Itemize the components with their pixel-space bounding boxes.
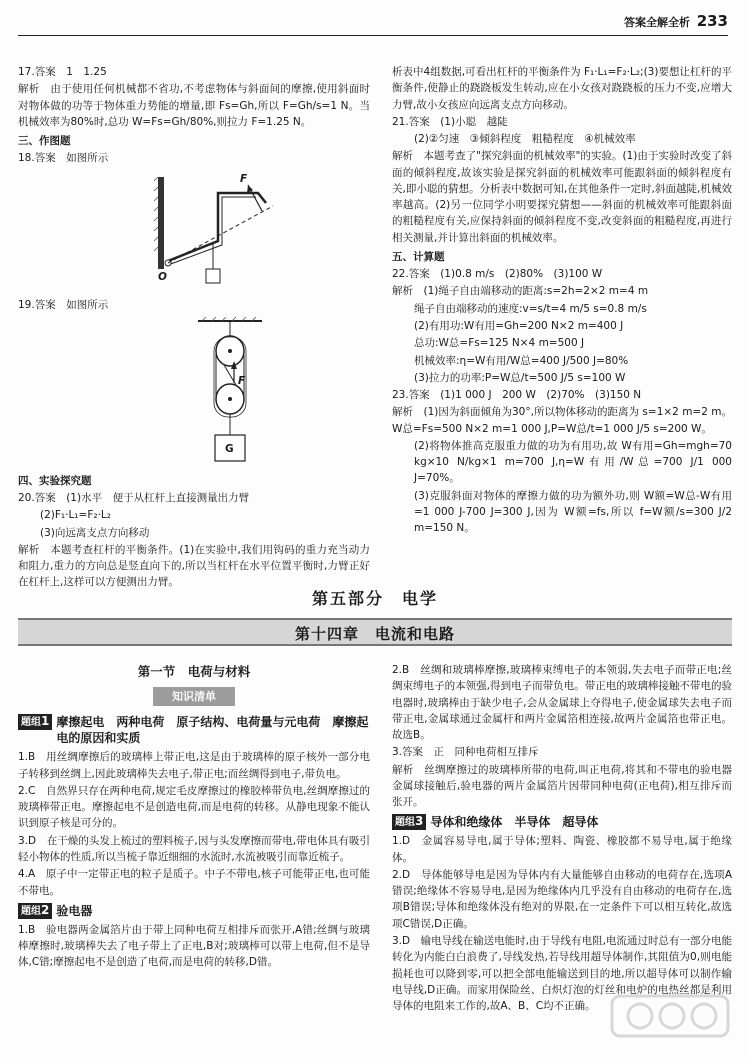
paragraph: 20.答案 (1)水平 便于从杠杆上直接测量出力臂: [18, 492, 250, 505]
paragraph: (3)向远离支点方向移动: [40, 526, 150, 539]
answer-item: 2.D 导体能够导电是因为导体内有大量能够自由移动的电荷存在,选项A错误;绝缘体不容易导电,是因为绝缘体内几乎没有自由移动的电荷存在,选项B错误;导体和绝缘体没有绝对的界限,在一定条件下可以相互转化,故选项C错误,D正确。: [392, 868, 732, 930]
group-title: 摩擦起电 两种电荷 原子结构、电荷量与元电荷 摩擦起电的原因和实质: [56, 715, 369, 746]
group-1-heading: [18, 714, 370, 746]
paragraph: 解析 本题考查了"探究斜面的机械效率"的实验。(1)由于实验时改变了斜面的倾斜程度,故该实验是探究斜面的机械效率可能跟斜面的倾斜程度有关,即小聪的猜想。分析表中数据可知,在其他条件一定时,斜面越陡,机械效率越高。(2)另一位同学小明要探究猜想——斜面的机械效率可能跟斜面的粗糙程度有关,应保持斜面的倾斜程度不变,改变斜面的粗糙程度,再进行相关测量,并计算出斜面的机械效率。: [392, 150, 732, 244]
paragraph: 总功:W总=Fs=125 N×4 m=500 J: [414, 337, 585, 350]
left-top-block: [18, 64, 370, 167]
paragraph: (2)②匀速 ③倾斜程度 粗糙程度 ④机械效率: [414, 133, 636, 146]
answer-item: 2.C 自然界只存在两种电荷,规定毛皮摩擦过的橡胶棒带负电,丝绸摩擦过的玻璃棒带正电。摩擦起电不是创造电荷,而是电荷的转移。从静电现象不能认识到原子核是可分的。: [18, 784, 370, 830]
watermark-logo: [610, 992, 730, 1048]
fig18-label-f: F: [240, 172, 248, 185]
lower-right-column: [392, 662, 732, 1015]
group-2-items: [18, 922, 370, 971]
group-3-heading: [392, 814, 732, 830]
lever-diagram: [18, 171, 318, 291]
paragraph: 析表中4组数据,可看出杠杆的平衡条件为 F₁·L₁=F₂·L₂;(3)要想让杠杆的平衡条件,使静止的跷跷板发生转动,应在小女孩对跷跷板的压力不变,应增大力臂,故小女孩应向远离支点方向移动。: [392, 66, 732, 111]
paragraph: 18.答案 如图所示: [18, 152, 109, 165]
lower-left-column: [18, 660, 370, 972]
chapter-title: 第十四章 电流和电路: [294, 625, 455, 643]
group-2-heading: [18, 903, 370, 919]
fig18-label-o: O: [158, 270, 167, 283]
figure-19: [18, 317, 370, 467]
group-badge: 题组1: [18, 714, 52, 730]
fig19-label-g: G: [225, 442, 234, 455]
right-bottom-items: [392, 662, 732, 810]
paragraph: (2)将物体推高克服重力做的功为有用功,故 W有用=Gh=mgh=70 kg×10 N/kg×1 m=700 J,η=W有用/W总=700 J/1 000 J=70%。: [414, 439, 732, 485]
answer-item: 3.D 在干燥的头发上梳过的塑料梳子,因与头发摩擦而带电,带电体具有吸引轻小物体的性质,所以当梳子靠近细细的水流时,水流被吸引而靠近梳子。: [18, 834, 370, 864]
chapter-band: [18, 618, 732, 646]
section-title: 第一节 电荷与材料: [137, 664, 251, 679]
left-mid-block: [18, 297, 370, 313]
paragraph: 23.答案 (1)1 000 J 200 W (2)70% (3)150 N: [392, 389, 642, 402]
knowledge-list-label: 知识清单: [153, 687, 235, 706]
answer-item: 4.A 原子中一定带正电的粒子是质子。中子不带电,核子可能带正电,也可能不带电。: [18, 868, 370, 897]
group-title: 验电器: [56, 903, 93, 918]
group-1-items: [18, 749, 370, 898]
section-heading: 三、作图题: [18, 135, 71, 148]
paragraph: (3)拉力的功率:P=W总/t=500 J/5 s=100 W: [414, 371, 626, 384]
paragraph: 21.答案 (1)小聪 越陡: [392, 115, 508, 128]
paragraph: 19.答案 如图所示: [18, 298, 109, 311]
answer-item: 1.D 金属容易导电,属于导体;塑料、陶瓷、橡胶都不易导电,属于绝缘体。: [392, 835, 732, 864]
answer-item: 3.答案 正 同种电荷相互排斥: [392, 746, 539, 759]
paragraph: 解析 由于使用任何机械都不省功,不考虑物体与斜面间的摩擦,使用斜面时对物体做的功等于物体重力势能的增量,即 Fs=Gh,所以 F=Gh/s=1 N。当机械效率为80%时,总功 W=Fs=Gh/80%,则拉力 F=1.25 N。: [18, 83, 370, 128]
right-column-top: [392, 64, 732, 537]
answer-item: 1.B 验电器两金属箔片由于带上同种电荷互相排斥而张开,A错;丝绸与玻璃棒摩擦时,玻璃棒失去了电子带上了正电,B对;玻璃棒可以带上电荷,但不是导体,C错;摩擦起电不是创造了电荷,而是电荷的转移,D错。: [18, 923, 370, 969]
paragraph: (2)有用功:W有用=Gh=200 N×2 m=400 J: [414, 319, 624, 332]
answer-item: 2.B 丝绸和玻璃棒摩擦,玻璃棒束缚电子的本领弱,失去电子而带正电;丝绸束缚电子的本领强,得到电子而带负电。带正电的玻璃棒接触不带电的验电器时,玻璃棒由于缺少电子,会从金属球上夺得电子,使金属球失去电子而带正电,金属球通过金属杆和两片金属箔相连接,故两片金属箔也带正电。故选B。: [392, 664, 732, 742]
header-rule: [18, 35, 728, 36]
part-title: 第五部分 电学: [311, 589, 438, 608]
paragraph: 17.答案 1 1.25: [18, 66, 107, 78]
pulley-diagram: [18, 317, 318, 467]
section-heading: 四、实验探究题: [18, 474, 92, 487]
group-3-items: [392, 833, 732, 1014]
group-title: 导体和绝缘体 半导体 超导体: [430, 815, 599, 830]
paragraph: (2)F₁·L₁=F₂·L₂: [40, 509, 111, 522]
fig19-label-f: F: [238, 374, 246, 387]
group-badge: 题组3: [392, 814, 426, 830]
paragraph: 解析 (1)因为斜面倾角为30°,所以物体移动的距离为 s=1×2 m=2 m。W总=Fs=500 N×2 m=1 000 J,P=W总/t=1 000 J/5 s=200 W。: [392, 406, 732, 435]
section-heading: 五、计算题: [392, 250, 445, 263]
paragraph: 绳子自由端移动的速度:v=s/t=4 m/5 s=0.8 m/s: [414, 302, 647, 315]
page-header: [0, 8, 750, 44]
paragraph: (3)克服斜面对物体的摩擦力做的功为额外功,则 W额=W总-W有用=1 000 J-700 J=300 J,因为 W额=fs,所以 f=W额/s=300 J/2 m=150 N。: [414, 489, 732, 535]
group-badge: 题组2: [18, 903, 52, 919]
left-bottom-block: [18, 473, 370, 591]
figure-18: [18, 171, 370, 291]
left-column: [18, 64, 370, 592]
page-number: 233: [696, 12, 728, 30]
answer-item: 3.D 输电导线在输送电能时,由于导线有电阻,电流通过时总有一部分电能转化为内能白白浪费了,导线发热,若导线用超导体制作,其阻值为0,则电能损耗也可以降到零,可以把全部电能输送到目的地,所以超导体可以制作输电导线,D正确。而家用保险丝、白炽灯泡的灯丝和电炉的电热丝都是利用导体的电阻来工作的,故A、B、C均不正确。: [392, 934, 732, 1013]
answer-item: 解析 丝绸摩擦过的玻璃棒所带的电荷,叫正电荷,将其和不带电的验电器金属球接触后,验电器的两片金属箔片因带同种电荷(正电荷),相互排斥而张开。: [392, 763, 732, 809]
header-title: 答案全解全析: [624, 16, 690, 29]
paragraph: 解析 本题考查杠杆的平衡条件。(1)在实验中,我们用钩码的重力充当动力和阻力,重力的方向总是竖直向下的,所以当杠杆在水平位置平衡时,力臂正好在杠杆上,这样可以方便测出力臂。: [18, 543, 370, 589]
answer-item: 1.B 用丝绸摩擦后的玻璃棒上带正电,这是由于玻璃棒的原子核外一部分电子转移到丝绸上,因此玻璃棒失去电子,带正电;而丝绸得到电子,带负电。: [18, 751, 370, 780]
paragraph: 机械效率:η=W有用/W总=400 J/500 J=80%: [414, 354, 629, 367]
paragraph: 解析 (1)绳子自由端移动的距离:s=2h=2×2 m=4 m: [392, 285, 649, 298]
paragraph: 22.答案 (1)0.8 m/s (2)80% (3)100 W: [392, 268, 603, 281]
